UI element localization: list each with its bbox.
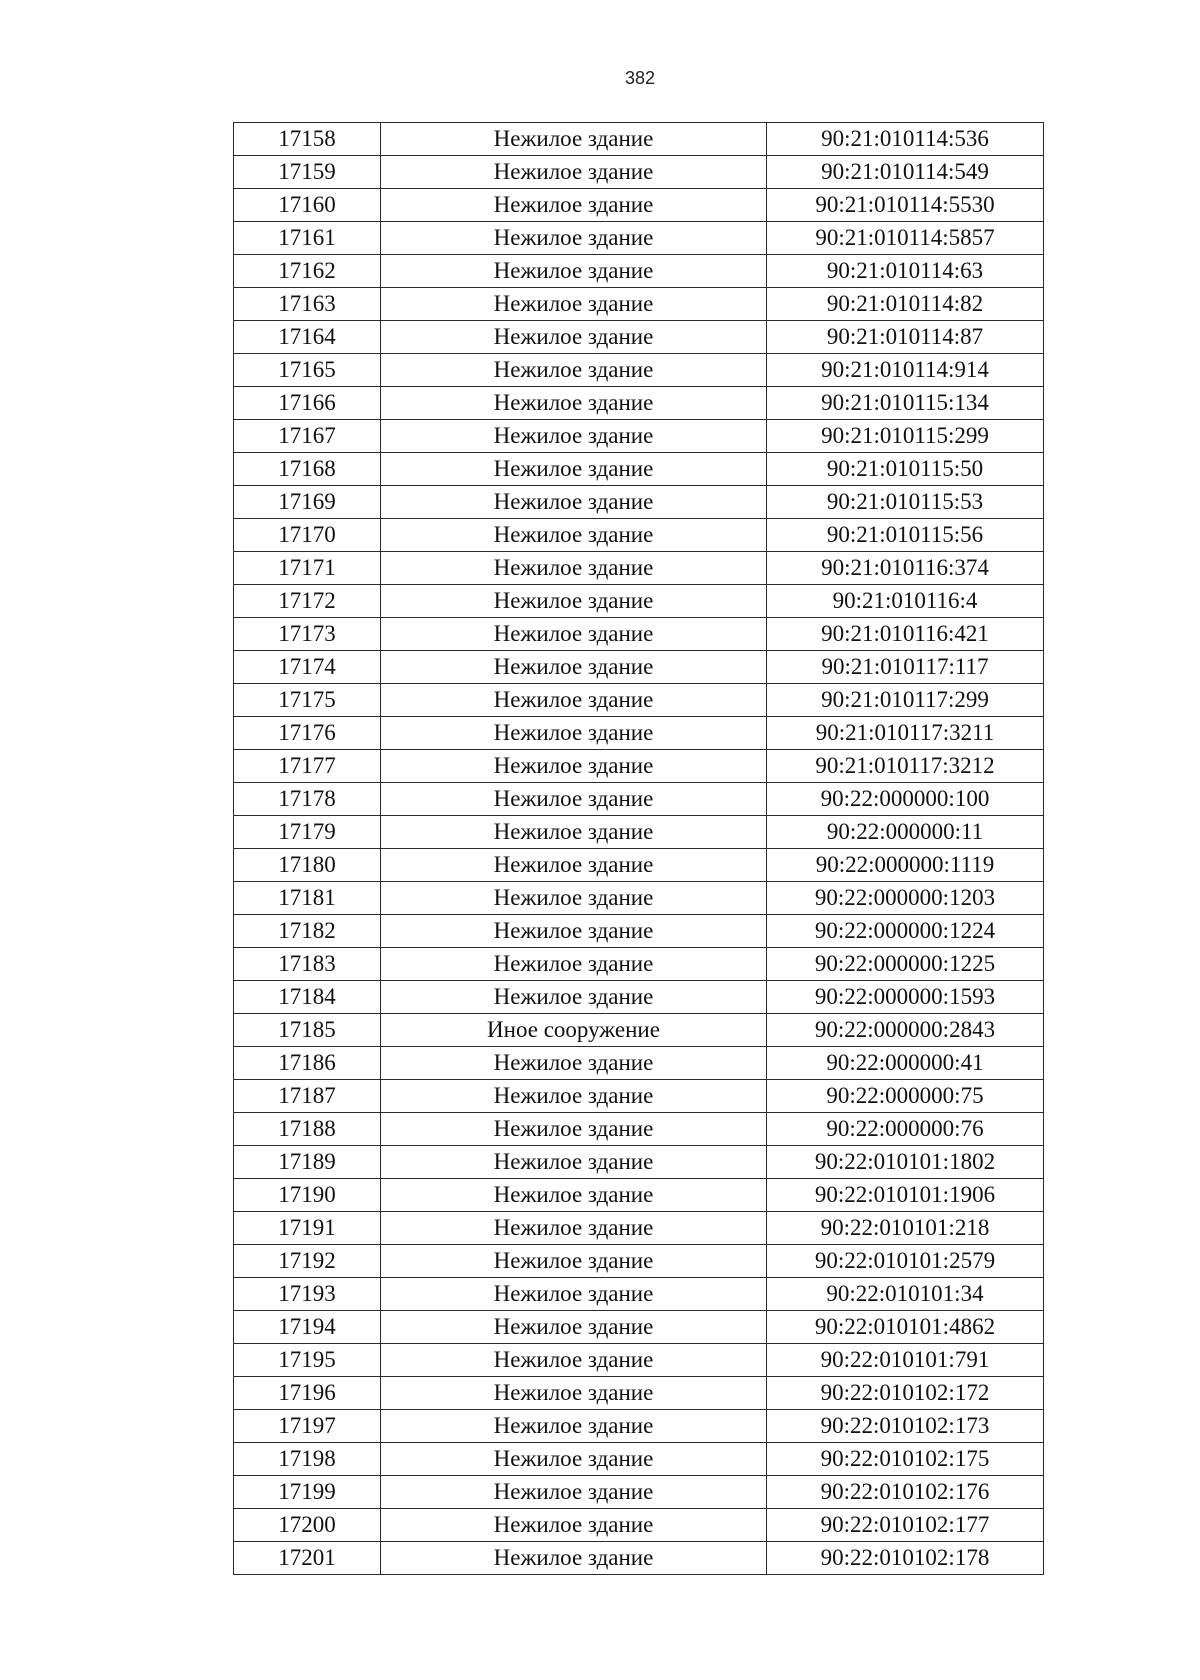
- object-type-cell: Нежилое здание: [381, 783, 767, 816]
- object-type-cell: Нежилое здание: [381, 1278, 767, 1311]
- cadastral-number-cell: 90:22:010101:791: [767, 1344, 1044, 1377]
- object-type-cell: Нежилое здание: [381, 849, 767, 882]
- cadastral-number-cell: 90:22:010101:2579: [767, 1245, 1044, 1278]
- row-number-cell: 17164: [234, 321, 381, 354]
- table-row: [234, 882, 1044, 915]
- cadastral-number-cell: 90:21:010115:134: [767, 387, 1044, 420]
- cadastral-number-cell: 90:22:010102:175: [767, 1443, 1044, 1476]
- row-number-cell: 17162: [234, 255, 381, 288]
- cadastral-number-cell: 90:21:010115:53: [767, 486, 1044, 519]
- table-row: [234, 1377, 1044, 1410]
- cadastral-number-cell: 90:21:010114:82: [767, 288, 1044, 321]
- object-type-cell: Нежилое здание: [381, 420, 767, 453]
- cadastral-number-cell: 90:22:000000:41: [767, 1047, 1044, 1080]
- row-number-cell: 17189: [234, 1146, 381, 1179]
- row-number-cell: 17166: [234, 387, 381, 420]
- row-number-cell: 17194: [234, 1311, 381, 1344]
- table-row: [234, 453, 1044, 486]
- row-number-cell: 17190: [234, 1179, 381, 1212]
- cadastral-number-cell: 90:22:010101:4862: [767, 1311, 1044, 1344]
- table-row: [234, 1080, 1044, 1113]
- table-row: [234, 618, 1044, 651]
- table-row: [234, 288, 1044, 321]
- object-type-cell: Нежилое здание: [381, 1212, 767, 1245]
- cadastral-number-cell: 90:21:010115:299: [767, 420, 1044, 453]
- table-row: [234, 1278, 1044, 1311]
- row-number-cell: 17161: [234, 222, 381, 255]
- object-type-cell: Нежилое здание: [381, 552, 767, 585]
- table-row: [234, 354, 1044, 387]
- table-row: [234, 783, 1044, 816]
- cadastral-number-cell: 90:21:010116:421: [767, 618, 1044, 651]
- table-row: [234, 1410, 1044, 1443]
- table-row: [234, 849, 1044, 882]
- table-row: [234, 684, 1044, 717]
- object-type-cell: Нежилое здание: [381, 1113, 767, 1146]
- cadastral-number-cell: 90:22:010102:172: [767, 1377, 1044, 1410]
- table-row: [234, 321, 1044, 354]
- row-number-cell: 17188: [234, 1113, 381, 1146]
- table-row: [234, 1014, 1044, 1047]
- row-number-cell: 17187: [234, 1080, 381, 1113]
- cadastral-number-cell: 90:22:000000:2843: [767, 1014, 1044, 1047]
- table-row: [234, 420, 1044, 453]
- row-number-cell: 17173: [234, 618, 381, 651]
- object-type-cell: Нежилое здание: [381, 486, 767, 519]
- cadastral-number-cell: 90:22:010101:218: [767, 1212, 1044, 1245]
- row-number-cell: 17201: [234, 1542, 381, 1575]
- object-type-cell: Нежилое здание: [381, 189, 767, 222]
- cadastral-number-cell: 90:21:010114:5530: [767, 189, 1044, 222]
- row-number-cell: 17195: [234, 1344, 381, 1377]
- row-number-cell: 17191: [234, 1212, 381, 1245]
- row-number-cell: 17183: [234, 948, 381, 981]
- cadastral-number-cell: 90:22:010101:34: [767, 1278, 1044, 1311]
- row-number-cell: 17174: [234, 651, 381, 684]
- row-number-cell: 17193: [234, 1278, 381, 1311]
- cadastral-number-cell: 90:21:010114:63: [767, 255, 1044, 288]
- object-type-cell: Нежилое здание: [381, 1080, 767, 1113]
- page-number: 382: [624, 68, 656, 88]
- cadastral-number-cell: 90:21:010117:3212: [767, 750, 1044, 783]
- row-number-cell: 17170: [234, 519, 381, 552]
- row-number-cell: 17180: [234, 849, 381, 882]
- table-row: [234, 519, 1044, 552]
- row-number-cell: 17198: [234, 1443, 381, 1476]
- cadastral-number-cell: 90:21:010117:299: [767, 684, 1044, 717]
- object-type-cell: Нежилое здание: [381, 1311, 767, 1344]
- row-number-cell: 17172: [234, 585, 381, 618]
- table-row: [234, 1509, 1044, 1542]
- object-type-cell: Нежилое здание: [381, 519, 767, 552]
- object-type-cell: Нежилое здание: [381, 1047, 767, 1080]
- row-number-cell: 17160: [234, 189, 381, 222]
- table-body: [234, 123, 1044, 1575]
- object-type-cell: Нежилое здание: [381, 1344, 767, 1377]
- property-table: [233, 122, 1044, 1575]
- row-number-cell: 17186: [234, 1047, 381, 1080]
- cadastral-number-cell: 90:22:000000:1119: [767, 849, 1044, 882]
- table-row: [234, 222, 1044, 255]
- table-row: [234, 1311, 1044, 1344]
- table-row: [234, 189, 1044, 222]
- row-number-cell: 17185: [234, 1014, 381, 1047]
- object-type-cell: Нежилое здание: [381, 288, 767, 321]
- object-type-cell: Нежилое здание: [381, 354, 767, 387]
- cadastral-number-cell: 90:21:010115:56: [767, 519, 1044, 552]
- object-type-cell: Нежилое здание: [381, 618, 767, 651]
- object-type-cell: Нежилое здание: [381, 1146, 767, 1179]
- cadastral-number-cell: 90:22:010102:176: [767, 1476, 1044, 1509]
- row-number-cell: 17200: [234, 1509, 381, 1542]
- row-number-cell: 17192: [234, 1245, 381, 1278]
- cadastral-number-cell: 90:22:000000:1225: [767, 948, 1044, 981]
- cadastral-number-cell: 90:21:010114:914: [767, 354, 1044, 387]
- table-row: [234, 651, 1044, 684]
- row-number-cell: 17168: [234, 453, 381, 486]
- cadastral-number-cell: 90:21:010115:50: [767, 453, 1044, 486]
- row-number-cell: 17163: [234, 288, 381, 321]
- table-row: [234, 981, 1044, 1014]
- object-type-cell: Нежилое здание: [381, 882, 767, 915]
- table-row: [234, 915, 1044, 948]
- row-number-cell: 17176: [234, 717, 381, 750]
- table-row: [234, 1179, 1044, 1212]
- row-number-cell: 17177: [234, 750, 381, 783]
- cadastral-number-cell: 90:21:010114:87: [767, 321, 1044, 354]
- table-row: [234, 1542, 1044, 1575]
- row-number-cell: 17158: [234, 123, 381, 156]
- object-type-cell: Нежилое здание: [381, 1476, 767, 1509]
- table-row: [234, 717, 1044, 750]
- cadastral-number-cell: 90:22:010102:178: [767, 1542, 1044, 1575]
- cadastral-number-cell: 90:22:000000:11: [767, 816, 1044, 849]
- object-type-cell: Нежилое здание: [381, 123, 767, 156]
- object-type-cell: Нежилое здание: [381, 915, 767, 948]
- object-type-cell: Нежилое здание: [381, 1509, 767, 1542]
- cadastral-number-cell: 90:22:010101:1906: [767, 1179, 1044, 1212]
- row-number-cell: 17197: [234, 1410, 381, 1443]
- table-row: [234, 585, 1044, 618]
- object-type-cell: Нежилое здание: [381, 453, 767, 486]
- table-row: [234, 156, 1044, 189]
- table-row: [234, 1212, 1044, 1245]
- table-row: [234, 1476, 1044, 1509]
- object-type-cell: Нежилое здание: [381, 321, 767, 354]
- object-type-cell: Нежилое здание: [381, 222, 767, 255]
- table-row: [234, 948, 1044, 981]
- object-type-cell: Нежилое здание: [381, 387, 767, 420]
- row-number-cell: 17179: [234, 816, 381, 849]
- cadastral-number-cell: 90:21:010117:117: [767, 651, 1044, 684]
- table-row: [234, 255, 1044, 288]
- row-number-cell: 17184: [234, 981, 381, 1014]
- cadastral-number-cell: 90:22:000000:1203: [767, 882, 1044, 915]
- cadastral-number-cell: 90:21:010114:536: [767, 123, 1044, 156]
- cadastral-number-cell: 90:22:000000:1224: [767, 915, 1044, 948]
- row-number-cell: 17165: [234, 354, 381, 387]
- object-type-cell: Нежилое здание: [381, 1410, 767, 1443]
- cadastral-number-cell: 90:21:010117:3211: [767, 717, 1044, 750]
- row-number-cell: 17167: [234, 420, 381, 453]
- object-type-cell: Нежилое здание: [381, 156, 767, 189]
- object-type-cell: Нежилое здание: [381, 651, 767, 684]
- table-row: [234, 1245, 1044, 1278]
- cadastral-number-cell: 90:22:000000:1593: [767, 981, 1044, 1014]
- row-number-cell: 17171: [234, 552, 381, 585]
- cadastral-number-cell: 90:21:010114:549: [767, 156, 1044, 189]
- object-type-cell: Нежилое здание: [381, 1245, 767, 1278]
- table-row: [234, 750, 1044, 783]
- cadastral-number-cell: 90:22:010102:177: [767, 1509, 1044, 1542]
- cadastral-number-cell: 90:21:010114:5857: [767, 222, 1044, 255]
- table-row: [234, 1047, 1044, 1080]
- cadastral-number-cell: 90:22:000000:100: [767, 783, 1044, 816]
- cadastral-number-cell: 90:22:000000:75: [767, 1080, 1044, 1113]
- table-row: [234, 123, 1044, 156]
- object-type-cell: Нежилое здание: [381, 750, 767, 783]
- cadastral-number-cell: 90:22:010102:173: [767, 1410, 1044, 1443]
- table-row: [234, 1146, 1044, 1179]
- object-type-cell: Нежилое здание: [381, 948, 767, 981]
- object-type-cell: Нежилое здание: [381, 684, 767, 717]
- table-row: [234, 387, 1044, 420]
- row-number-cell: 17159: [234, 156, 381, 189]
- cadastral-number-cell: 90:21:010116:374: [767, 552, 1044, 585]
- object-type-cell: Нежилое здание: [381, 1179, 767, 1212]
- object-type-cell: Нежилое здание: [381, 255, 767, 288]
- table-row: [234, 1443, 1044, 1476]
- object-type-cell: Нежилое здание: [381, 816, 767, 849]
- row-number-cell: 17199: [234, 1476, 381, 1509]
- row-number-cell: 17175: [234, 684, 381, 717]
- cadastral-number-cell: 90:22:010101:1802: [767, 1146, 1044, 1179]
- object-type-cell: Нежилое здание: [381, 717, 767, 750]
- row-number-cell: 17182: [234, 915, 381, 948]
- row-number-cell: 17169: [234, 486, 381, 519]
- object-type-cell: Нежилое здание: [381, 1443, 767, 1476]
- table-row: [234, 552, 1044, 585]
- cadastral-number-cell: 90:22:000000:76: [767, 1113, 1044, 1146]
- row-number-cell: 17178: [234, 783, 381, 816]
- cadastral-number-cell: 90:21:010116:4: [767, 585, 1044, 618]
- object-type-cell: Нежилое здание: [381, 585, 767, 618]
- row-number-cell: 17181: [234, 882, 381, 915]
- object-type-cell: Иное сооружение: [381, 1014, 767, 1047]
- object-type-cell: Нежилое здание: [381, 1542, 767, 1575]
- row-number-cell: 17196: [234, 1377, 381, 1410]
- object-type-cell: Нежилое здание: [381, 1377, 767, 1410]
- table-row: [234, 486, 1044, 519]
- object-type-cell: Нежилое здание: [381, 981, 767, 1014]
- table-row: [234, 816, 1044, 849]
- table-row: [234, 1113, 1044, 1146]
- table-row: [234, 1344, 1044, 1377]
